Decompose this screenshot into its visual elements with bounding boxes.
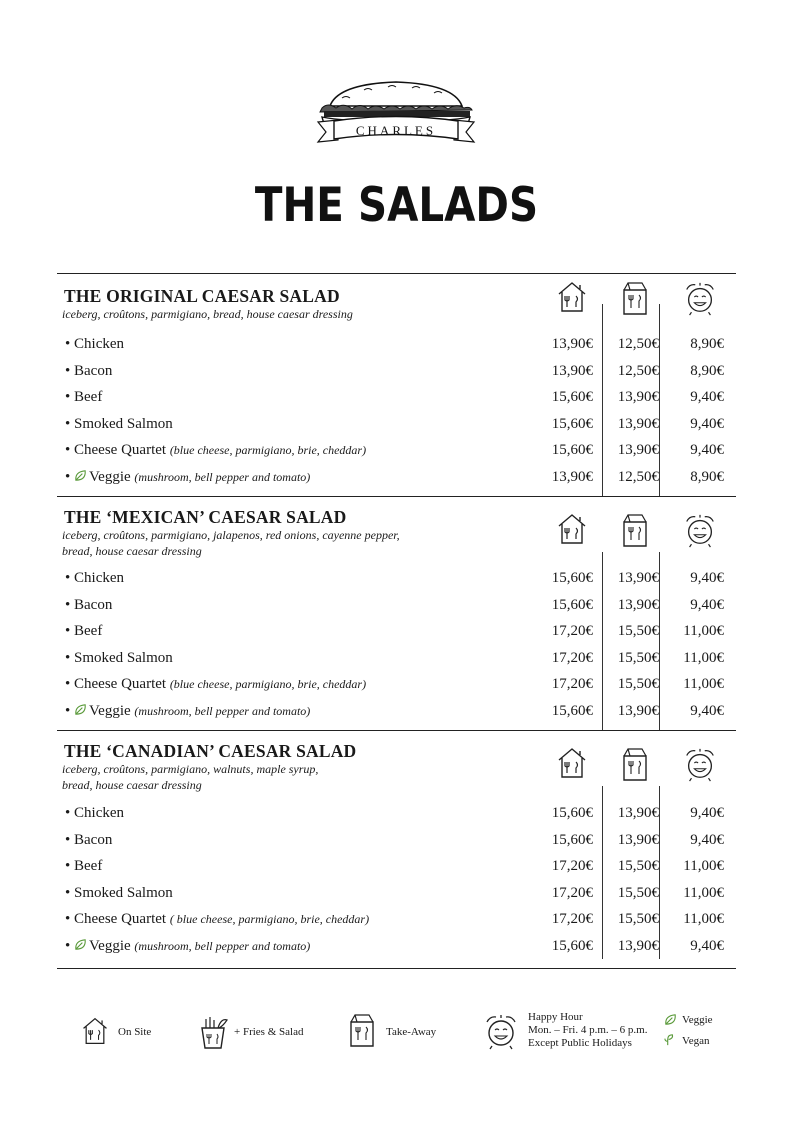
item-name: Veggie [89, 703, 131, 719]
menu-item-row [57, 938, 736, 964]
bullet: • [65, 938, 71, 954]
item-name: Chicken [74, 336, 125, 352]
veggie-leaf-icon [74, 703, 89, 719]
price-on-site: 15,60€ [551, 703, 593, 719]
alarm-clock-icon [682, 280, 716, 314]
menu-section [57, 286, 736, 496]
item-note: (blue cheese, parmigiano, brie, cheddar) [169, 443, 367, 458]
price-on-site: 17,20€ [551, 911, 593, 928]
item-name: Beef [74, 389, 103, 406]
divider [57, 273, 736, 274]
item-name: Smoked Salmon [74, 884, 173, 901]
menu-item-row [57, 623, 736, 649]
menu-item [65, 442, 366, 459]
price-take-away: 15,50€ [617, 676, 659, 693]
price-on-site: 17,20€ [551, 858, 593, 875]
item-name: Veggie [89, 938, 131, 954]
menu-item [65, 805, 124, 822]
veggie-leaf-icon [74, 469, 89, 485]
bullet: • [65, 649, 71, 666]
item-note: (mushroom, bell pepper and tomato) [134, 470, 311, 484]
item-note: (blue cheese, parmigiano, brie, cheddar) [169, 677, 367, 692]
menu-section [57, 741, 736, 967]
menu-item [65, 389, 102, 406]
alarm-clock-icon [482, 1012, 520, 1050]
menu-item-row [57, 416, 736, 442]
menu-item [65, 858, 102, 875]
menu-item [65, 832, 112, 849]
item-name: Bacon [74, 831, 113, 848]
takeaway-bag-icon [347, 1012, 377, 1048]
bullet: • [65, 596, 71, 613]
price-happy-hour: 9,40€ [690, 703, 724, 719]
price-take-away: 15,50€ [617, 623, 659, 640]
menu-item-row [57, 911, 736, 937]
price-take-away: 15,50€ [617, 858, 659, 875]
menu-item-row [57, 832, 736, 858]
price-take-away: 15,50€ [617, 649, 659, 666]
menu-item [65, 469, 310, 486]
item-name: Chicken [74, 805, 125, 821]
menu-item-row [57, 885, 736, 911]
bullet: • [65, 469, 71, 485]
menu-item [65, 336, 124, 353]
menu-item [65, 570, 124, 587]
item-name: Bacon [74, 596, 113, 613]
item-name: Chicken [74, 570, 125, 586]
legend-veggie: Veggie [682, 1014, 713, 1026]
price-happy-hour: 9,40€ [690, 570, 724, 586]
price-happy-hour: 9,40€ [690, 389, 724, 406]
price-on-site: 17,20€ [551, 649, 593, 666]
takeaway-bag-icon [620, 746, 654, 780]
price-happy-hour: 9,40€ [690, 442, 724, 459]
brand-name: CHARLES [355, 123, 437, 138]
bullet: • [65, 831, 71, 848]
price-take-away: 12,50€ [617, 336, 659, 352]
menu-item-row [57, 597, 736, 623]
menu-item-row [57, 676, 736, 702]
menu-item [65, 650, 173, 667]
menu-item [65, 911, 369, 928]
menu-item-row [57, 389, 736, 415]
price-take-away: 13,90€ [617, 442, 659, 459]
alarm-clock-icon [682, 746, 716, 780]
price-on-site: 17,20€ [551, 623, 593, 640]
menu-item [65, 597, 112, 614]
item-note: ( blue cheese, parmigiano, brie, cheddar) [169, 912, 370, 927]
divider [57, 730, 736, 731]
price-happy-hour: 11,00€ [683, 676, 724, 693]
menu-item [65, 885, 173, 902]
house-cutlery-icon [555, 280, 589, 314]
bullet: • [65, 442, 71, 459]
bullet: • [65, 570, 71, 586]
bullet: • [65, 703, 71, 719]
price-on-site: 15,60€ [551, 596, 593, 613]
bullet: • [65, 676, 71, 693]
section-title: THE ORIGINAL CAESAR SALAD [64, 286, 340, 306]
price-take-away: 13,90€ [617, 703, 659, 719]
price-take-away: 13,90€ [617, 570, 659, 586]
charles-logo [308, 76, 484, 146]
price-happy-hour: 9,40€ [690, 938, 724, 954]
menu-item-row [57, 570, 736, 596]
price-on-site: 15,60€ [551, 389, 593, 406]
menu-item-row [57, 805, 736, 831]
price-take-away: 13,90€ [617, 831, 659, 848]
price-happy-hour: 8,90€ [690, 362, 724, 379]
fries-salad-icon [197, 1014, 229, 1050]
item-name: Cheese Quartet [74, 911, 167, 928]
bullet: • [65, 858, 71, 875]
menu-item [65, 703, 310, 720]
bullet: • [65, 362, 71, 379]
price-happy-hour: 9,40€ [690, 415, 724, 432]
house-cutlery-icon [555, 512, 589, 546]
price-on-site: 15,60€ [551, 570, 593, 586]
veggie-leaf-icon [664, 1013, 677, 1026]
legend-happy-hour: Happy Hour Mon. – Fri. 4 p.m. – 6 p.m. Except Public Holidays [528, 1011, 648, 1049]
house-cutlery-icon [555, 746, 589, 780]
price-happy-hour: 11,00€ [683, 649, 724, 666]
section-title: THE ‘MEXICAN’ CAESAR SALAD [64, 507, 347, 527]
price-take-away: 12,50€ [617, 469, 659, 485]
bullet: • [65, 884, 71, 901]
price-on-site: 15,60€ [551, 831, 593, 848]
price-happy-hour: 9,40€ [690, 805, 724, 821]
menu-item-row [57, 363, 736, 389]
price-happy-hour: 8,90€ [690, 469, 724, 485]
price-take-away: 13,90€ [617, 415, 659, 432]
price-happy-hour: 11,00€ [683, 623, 724, 640]
price-on-site: 13,90€ [551, 469, 593, 485]
menu-item-row [57, 469, 736, 495]
alarm-clock-icon [682, 512, 716, 546]
price-happy-hour: 8,90€ [690, 336, 724, 352]
price-on-site: 15,60€ [551, 805, 593, 821]
divider [57, 968, 736, 969]
price-happy-hour: 9,40€ [690, 831, 724, 848]
divider [57, 496, 736, 497]
menu-item [65, 676, 366, 693]
legend-vegan: Vegan [682, 1035, 710, 1047]
price-take-away: 13,90€ [617, 596, 659, 613]
price-take-away: 13,90€ [617, 389, 659, 406]
item-name: Cheese Quartet [74, 442, 167, 459]
price-happy-hour: 11,00€ [683, 858, 724, 875]
house-cutlery-icon [80, 1014, 110, 1048]
item-name: Cheese Quartet [74, 676, 167, 693]
price-on-site: 15,60€ [551, 442, 593, 459]
legend-fries-salad: + Fries & Salad [234, 1026, 304, 1038]
takeaway-bag-icon [620, 512, 654, 546]
item-note: (mushroom, bell pepper and tomato) [134, 704, 311, 718]
menu-item [65, 623, 102, 640]
menu-item-row [57, 336, 736, 362]
price-take-away: 15,50€ [617, 911, 659, 928]
price-happy-hour: 11,00€ [683, 911, 724, 928]
price-take-away: 13,90€ [617, 805, 659, 821]
section-title: THE ‘CANADIAN’ CAESAR SALAD [64, 741, 357, 761]
legend-on-site: On Site [118, 1026, 152, 1038]
legend [0, 1010, 793, 1060]
bullet: • [65, 805, 71, 821]
section-description: iceberg, croûtons, parmigiano, bread, house caesar dressing [62, 307, 353, 321]
menu-item [65, 938, 310, 955]
section-description: iceberg, croûtons, parmigiano, walnuts, maple syrup, bread, house caesar dressing [62, 762, 319, 792]
veggie-leaf-icon [74, 938, 89, 954]
legend-take-away: Take-Away [386, 1026, 437, 1038]
menu-section [57, 507, 736, 729]
page-title: THE SALADS [254, 178, 539, 233]
bullet: • [65, 336, 71, 352]
menu-item-row [57, 858, 736, 884]
item-name: Smoked Salmon [74, 415, 173, 432]
menu-item [65, 363, 112, 380]
menu-item [65, 416, 173, 433]
bullet: • [65, 415, 71, 432]
price-on-site: 17,20€ [551, 676, 593, 693]
takeaway-bag-icon [620, 280, 654, 314]
section-description: iceberg, croûtons, parmigiano, jalapenos, red onions, cayenne pepper, bread, house caesar dressing [62, 528, 400, 558]
price-take-away: 13,90€ [617, 938, 659, 954]
price-happy-hour: 9,40€ [690, 596, 724, 613]
vegan-sprout-icon [664, 1033, 677, 1046]
price-on-site: 13,90€ [551, 336, 593, 352]
price-on-site: 15,60€ [551, 938, 593, 954]
menu-item-row [57, 703, 736, 729]
item-name: Beef [74, 623, 103, 640]
bullet: • [65, 911, 71, 928]
price-happy-hour: 11,00€ [683, 884, 724, 901]
menu-item-row [57, 442, 736, 468]
price-take-away: 15,50€ [617, 884, 659, 901]
price-take-away: 12,50€ [617, 362, 659, 379]
item-name: Beef [74, 858, 103, 875]
item-name: Bacon [74, 362, 113, 379]
bullet: • [65, 623, 71, 640]
item-name: Smoked Salmon [74, 649, 173, 666]
bullet: • [65, 389, 71, 406]
menu-item-row [57, 650, 736, 676]
item-note: (mushroom, bell pepper and tomato) [134, 939, 311, 953]
item-name: Veggie [89, 469, 131, 485]
price-on-site: 13,90€ [551, 362, 593, 379]
price-on-site: 15,60€ [551, 415, 593, 432]
price-on-site: 17,20€ [551, 884, 593, 901]
